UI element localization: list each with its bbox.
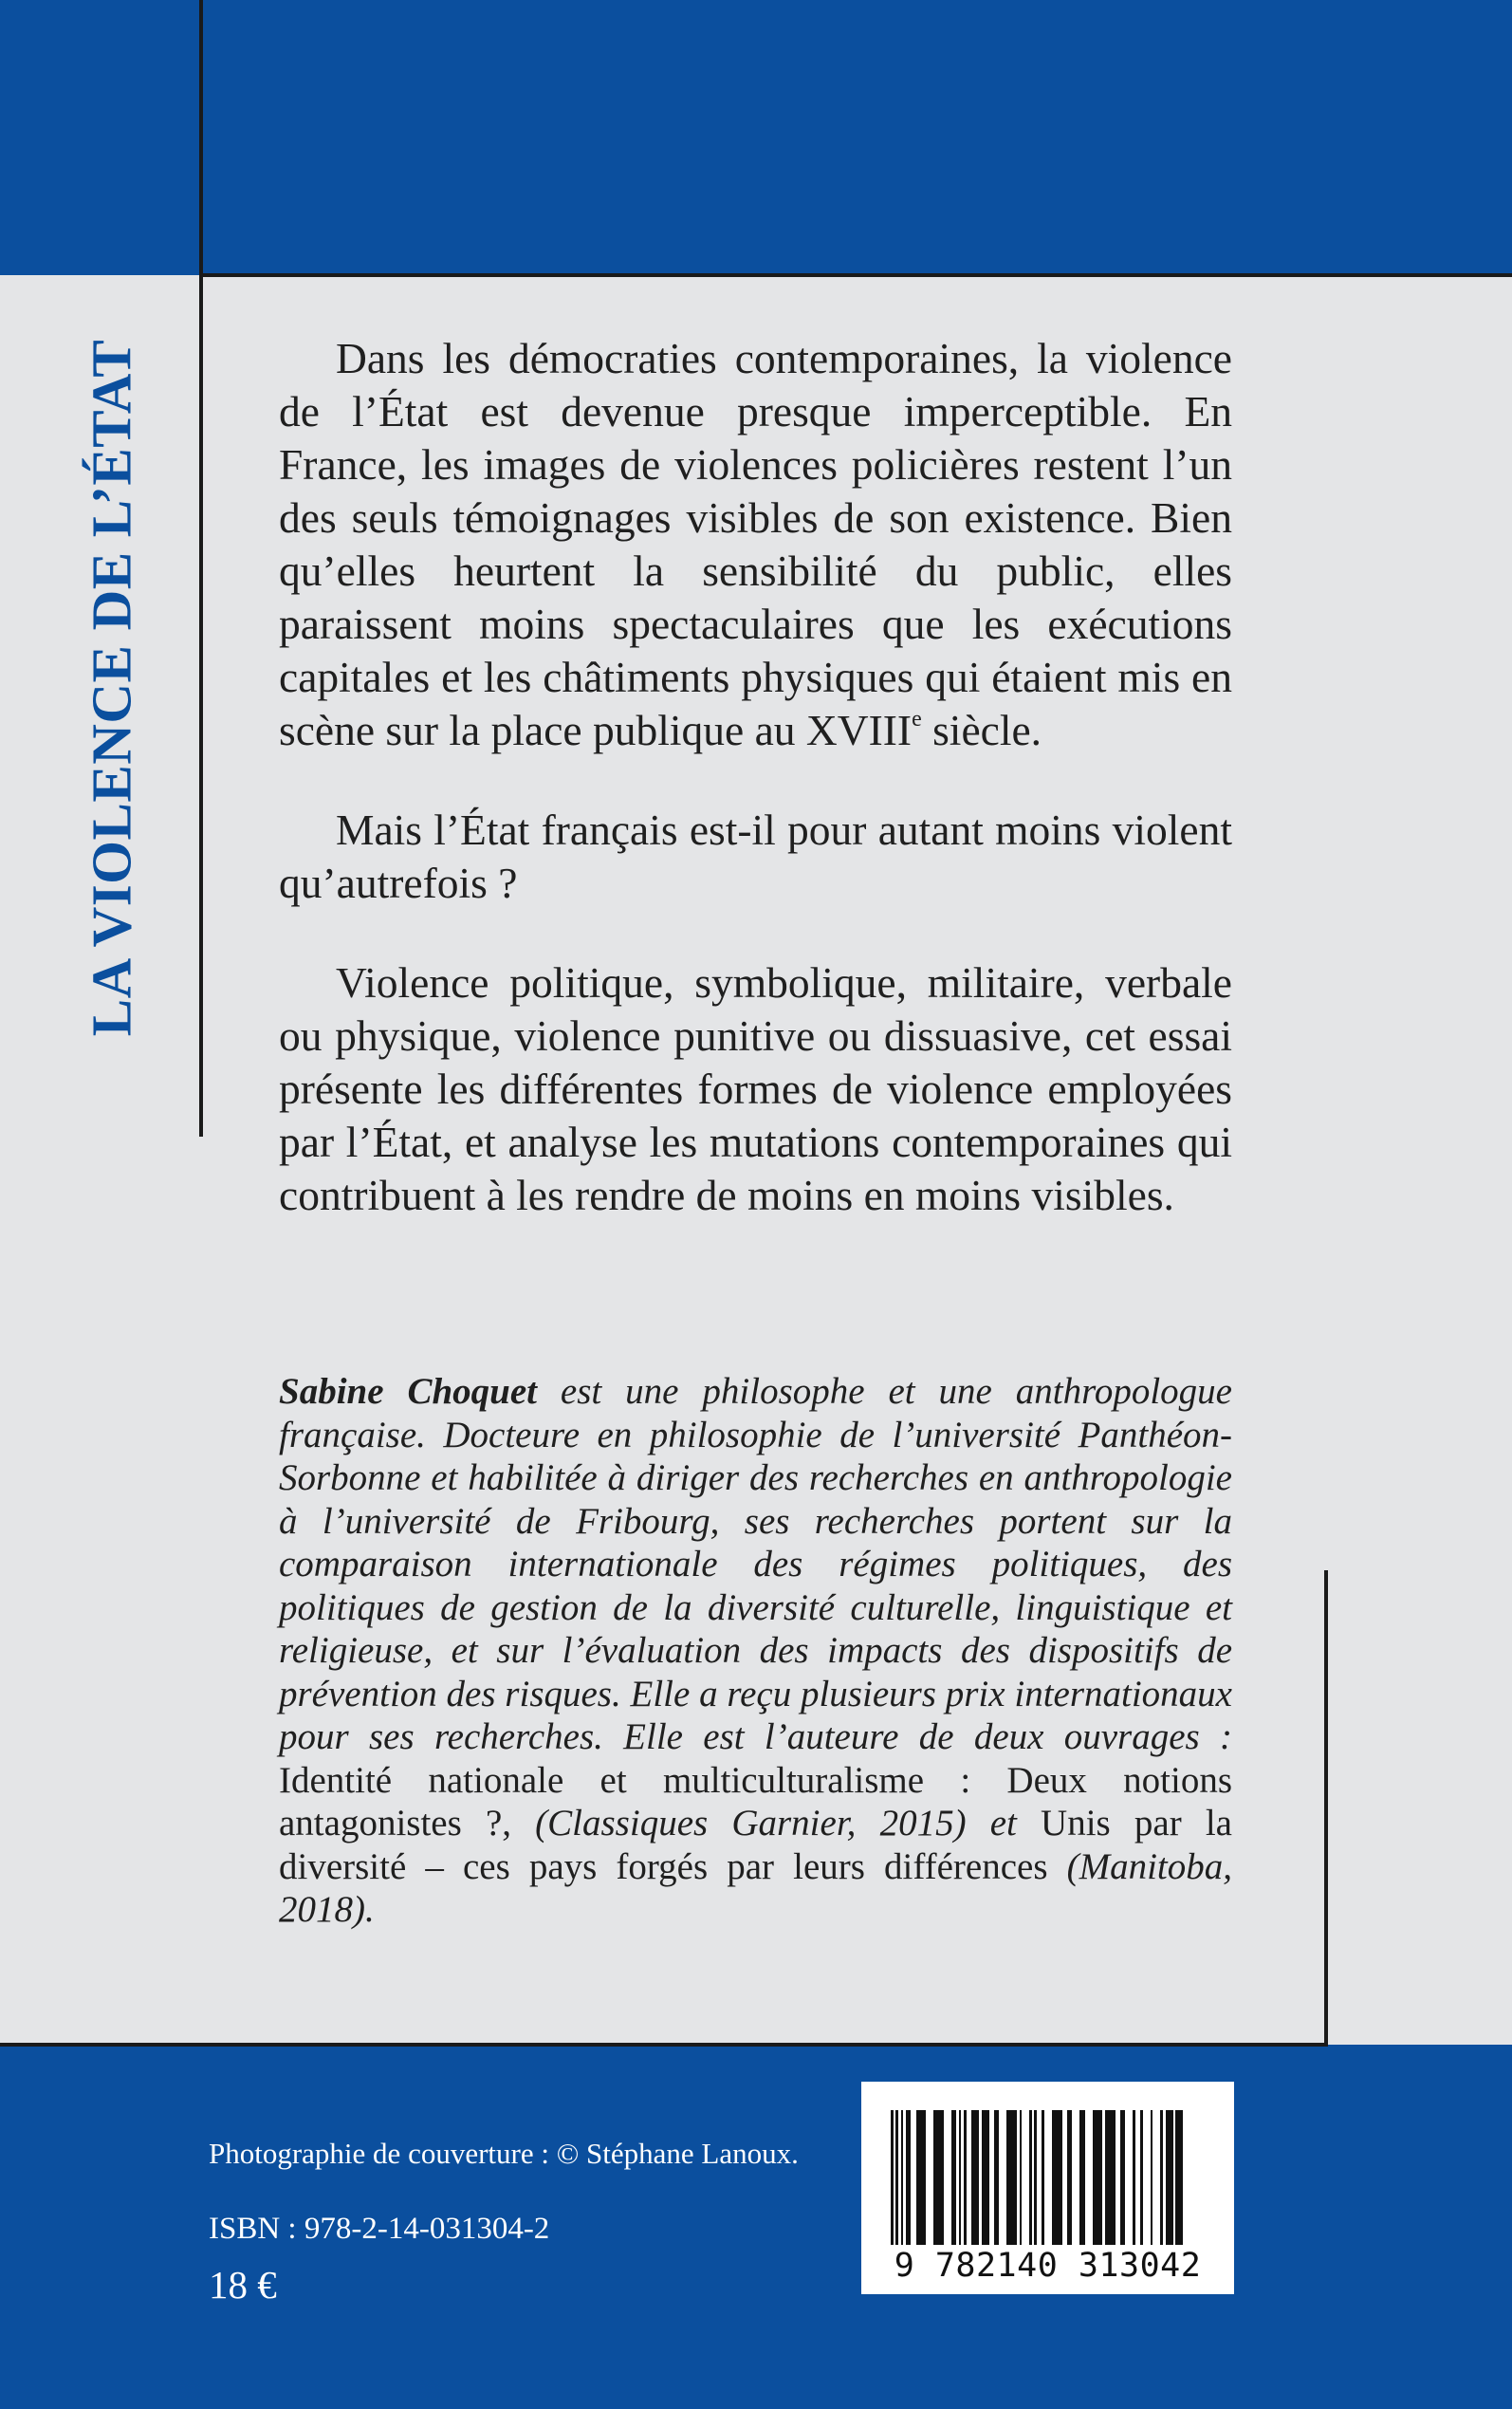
top-horizontal-rule	[199, 273, 1512, 277]
barcode-bar	[1125, 2110, 1133, 2245]
spine-title: LA VIOLENCE DE L’ÉTAT	[80, 339, 143, 1037]
barcode-bar	[999, 2110, 1006, 2245]
isbn: ISBN : 978-2-14-031304-2	[209, 2212, 550, 2246]
barcode-bar	[944, 2110, 951, 2245]
barcode-bar	[1143, 2110, 1151, 2245]
top-color-band	[0, 0, 1512, 275]
barcode-bars	[891, 2110, 1204, 2245]
right-vertical-rule	[1324, 1570, 1328, 2045]
author-bio-paragraph: Sabine Choquet est une philosophe et une anthropologue française. Docteure en philosophie de l’université Panthéon-Sorbonne et habilitée à diriger des recherches en anthropologie à l’université de Fribourg, ses recherches portent sur la comparaison internationale des régimes politiques, des politiques de gestion de la diversité culturelle, linguistique et religieuse, et sur l’évaluation des impacts des dispositifs de prévention des risques. Elle a reçu plusieurs prix internationaux pour ses recherches. Elle est l’auteure de deux ouvrages : Identité nationale et multiculturalisme : Deux notions antagonistes ?, (Classiques Garnier, 2015) et Unis par la diversité – ces pays forgés par leurs différences (Manitoba, 2018).	[279, 1371, 1232, 1930]
barcode-digits: 9 782140 313042	[894, 2247, 1202, 2285]
barcode-bar	[982, 2110, 989, 2245]
book-title-1: Identité nationale et multiculturalisme : Deux notions antagonistes ?,	[279, 1759, 1232, 1844]
book-title-2: Unis par la diversité – ces pays forgés par leurs différences	[279, 1803, 1232, 1887]
barcode-bar	[1044, 2110, 1052, 2245]
barcode	[861, 2082, 1234, 2294]
left-vertical-rule	[199, 0, 203, 1137]
barcode-bar	[1152, 2110, 1160, 2245]
barcode-bar	[1093, 2110, 1103, 2245]
back-cover-blurb	[279, 332, 1232, 1269]
barcode-bar	[1105, 2110, 1116, 2245]
author-bio	[279, 1370, 1232, 1932]
bottom-horizontal-rule	[0, 2043, 1328, 2047]
barcode-bar	[971, 2110, 979, 2245]
blurb-paragraph-1: Dans les démocraties contemporaines, la violence de l’État est devenue presque imperceptible. En France, les images de violences policières restent l’un des seuls témoignages visibles de son existence. Bien qu’elles heurtent la sensibilité du public, elles paraissent moins spectaculaires que les exécutions capitales et les châtiments physiques qui étaient mis en scène sur la place publique au XVIIIe siècle.	[279, 334, 1232, 754]
blurb-paragraph-3: Violence politique, symbolique, militaire, verbale ou physique, violence punitive ou dissuasive, cet essai présente les différentes formes de violence employées par l’État, et analyse les mutations contemporaines qui contribuent à les rendre de moins en moins visibles.	[279, 958, 1232, 1219]
barcode-bar	[926, 2110, 933, 2245]
barcode-bar	[1175, 2110, 1183, 2245]
price: 18 €	[209, 2263, 277, 2307]
barcode-bar	[933, 2110, 944, 2245]
barcode-bar	[1183, 2110, 1188, 2245]
barcode-bar	[1052, 2110, 1062, 2245]
century-superscript: e	[912, 707, 922, 732]
barcode-bar	[1085, 2110, 1093, 2245]
barcode-bar	[916, 2110, 927, 2245]
barcode-bar	[1072, 2110, 1079, 2245]
blurb-paragraph-2: Mais l’État français est-il pour autant moins violent qu’autrefois ?	[279, 806, 1232, 907]
author-name: Sabine Choquet	[279, 1371, 537, 1412]
barcode-bar	[1166, 2110, 1173, 2245]
barcode-bar	[1006, 2110, 1017, 2245]
photo-credit: Photographie de couverture : © Stéphane Lanoux.	[209, 2137, 799, 2170]
barcode-bar	[1022, 2110, 1029, 2245]
